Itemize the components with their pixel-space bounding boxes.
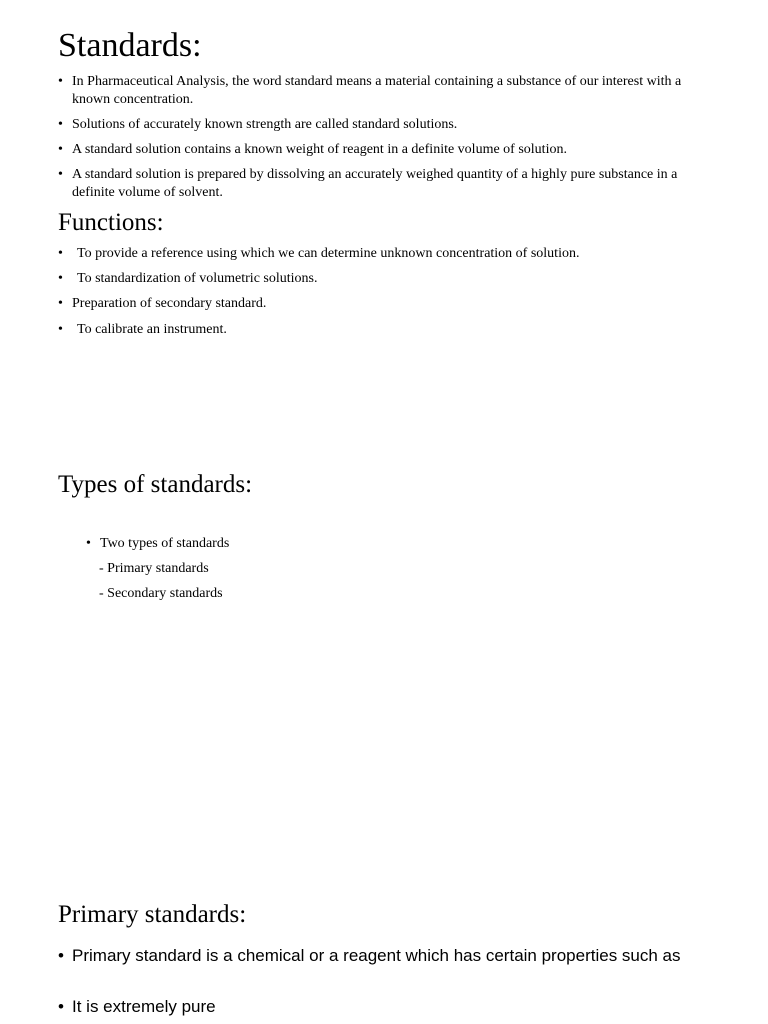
section-title-functions: Functions:: [58, 209, 164, 236]
bullet-icon: •: [58, 322, 63, 337]
list-item: [86, 535, 486, 553]
list-item: [58, 166, 718, 202]
bullet-icon: •: [58, 142, 63, 157]
list-item-text: To standardization of volumetric solutions.: [77, 271, 318, 286]
bullet-icon: •: [86, 536, 91, 551]
list-item: [58, 321, 718, 339]
list-item: [58, 141, 718, 159]
bullet-icon: •: [58, 946, 64, 965]
list-item-text: To calibrate an instrument.: [77, 322, 227, 337]
list-item: [58, 245, 718, 263]
section-title-standards: Standards:: [58, 27, 202, 64]
section-title-types: Types of standards:: [58, 471, 253, 498]
sub-item-secondary: - Secondary standards: [99, 586, 223, 601]
bullet-icon: •: [58, 74, 63, 89]
sub-item-primary: - Primary standards: [99, 561, 209, 576]
list-item: [58, 73, 718, 109]
bullet-icon: •: [58, 296, 63, 311]
list-item: [58, 995, 710, 1019]
list-item-text: To provide a reference using which we can determine unknown concentration of solution.: [77, 246, 580, 261]
list-item-text: In Pharmaceutical Analysis, the word standard means a material containing a substance of our interest with a known concentration.: [72, 74, 682, 107]
list-item-text: A standard solution contains a known weight of reagent in a definite volume of solution.: [72, 142, 567, 157]
bullet-icon: •: [58, 997, 64, 1016]
list-item-text: A standard solution is prepared by dissolving an accurately weighed quantity of a highly pure substance in a definite volume of solvent.: [72, 167, 678, 200]
bullet-icon: •: [58, 246, 63, 261]
list-item-text: Solutions of accurately known strength are called standard solutions.: [72, 117, 458, 132]
list-item-text: It is extremely pure: [72, 997, 216, 1016]
list-item: [58, 295, 718, 313]
list-item: [58, 270, 718, 288]
list-item-text: Primary standard is a chemical or a reagent which has certain properties such as: [72, 946, 681, 965]
section-title-primary: Primary standards:: [58, 901, 247, 928]
list-item: [58, 116, 718, 134]
bullet-icon: •: [58, 167, 63, 182]
list-item: [58, 944, 710, 968]
list-item-text: Preparation of secondary standard.: [72, 296, 267, 311]
bullet-icon: •: [58, 271, 63, 286]
bullet-icon: •: [58, 117, 63, 132]
list-item-text: Two types of standards: [100, 536, 230, 551]
